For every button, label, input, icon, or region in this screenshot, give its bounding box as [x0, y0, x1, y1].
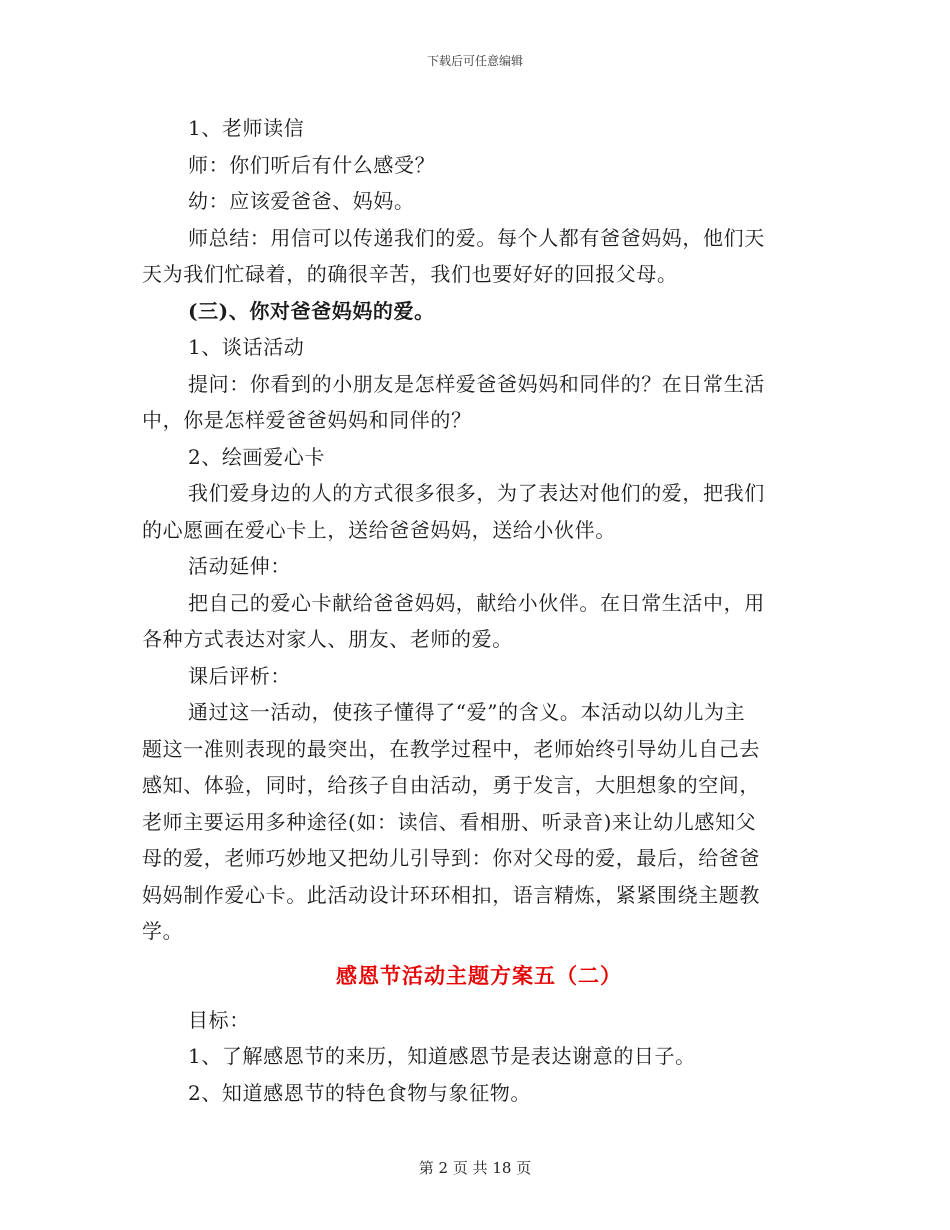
paragraph-line: 幼：应该爱爸爸、妈妈。 [188, 189, 415, 213]
paragraph-line: 妈妈制作爱心卡。此活动设计环环相扣，语言精炼，紧紧围绕主题教 [142, 882, 760, 907]
paragraph-line: 提问：你看到的小朋友是怎样爱爸爸妈妈和同伴的？在日常生活 [188, 371, 765, 396]
paragraph-line: 我们爱身边的人的方式很多很多，为了表达对他们的爱，把我们 [188, 481, 765, 505]
paragraph-line: 1、谈话活动 [188, 335, 305, 359]
paragraph-line: 把自己的爱心卡献给爸爸妈妈，献给小伙伴。在日常生活中，用 [188, 590, 765, 615]
paragraph-line: 学。 [142, 919, 184, 943]
paragraph-line: 师总结：用信可以传递我们的爱。每个人都有爸爸妈妈，他们天 [188, 225, 765, 250]
paragraph-line: 母的爱，老师巧妙地又把幼儿引导到：你对父母的爱，最后，给爸爸 [142, 846, 760, 870]
section-title: 感恩节活动主题方案五（二） [336, 962, 622, 988]
paragraph-line: 活动延伸： [188, 554, 291, 578]
paragraph-line: 师：你们听后有什么感受？ [188, 152, 436, 177]
document-body [142, 110, 802, 1111]
page-header-note: 下载后可任意编辑 [426, 54, 523, 68]
paragraph-line: 中，你是怎样爱爸爸妈妈和同伴的？ [142, 408, 472, 432]
paragraph-line: 感知、体验，同时，给孩子自由活动，勇于发言，大胆想象的空间， [142, 773, 760, 797]
paragraph-line: 课后评析： [188, 663, 291, 688]
paragraph-line: 的心愿画在爱心卡上，送给爸爸妈妈，送给小伙伴。 [142, 517, 616, 542]
paragraph-line: 题这一准则表现的最突出，在教学过程中，老师始终引导幼儿自己去 [142, 736, 760, 761]
paragraph-line: 2、绘画爱心卡 [188, 444, 325, 469]
page-number: 第 2 页 共 18 页 [418, 1159, 532, 1177]
paragraph-line: 天为我们忙碌着，的确很辛苦，我们也要好好的回报父母。 [142, 262, 678, 286]
paragraph-line: 各种方式表达对家人、朋友、老师的爱。 [142, 627, 513, 651]
paragraph-line: 2、知道感恩节的特色食物与象征物。 [188, 1080, 531, 1105]
paragraph-line: 1、老师读信 [188, 116, 305, 140]
paragraph-line: 老师主要运用多种途径(如：读信、看相册、听录音)来让幼儿感知父 [142, 809, 757, 834]
subsection-heading: (三)、你对爸爸妈妈的爱。 [188, 298, 435, 323]
paragraph-line: 通过这一活动，使孩子懂得了“爱”的含义。本活动以幼儿为主 [188, 700, 746, 724]
paragraph-line: 1、了解感恩节的来历，知道感恩节是表达谢意的日子。 [188, 1044, 696, 1068]
paragraph-line: 目标： [188, 1007, 250, 1032]
